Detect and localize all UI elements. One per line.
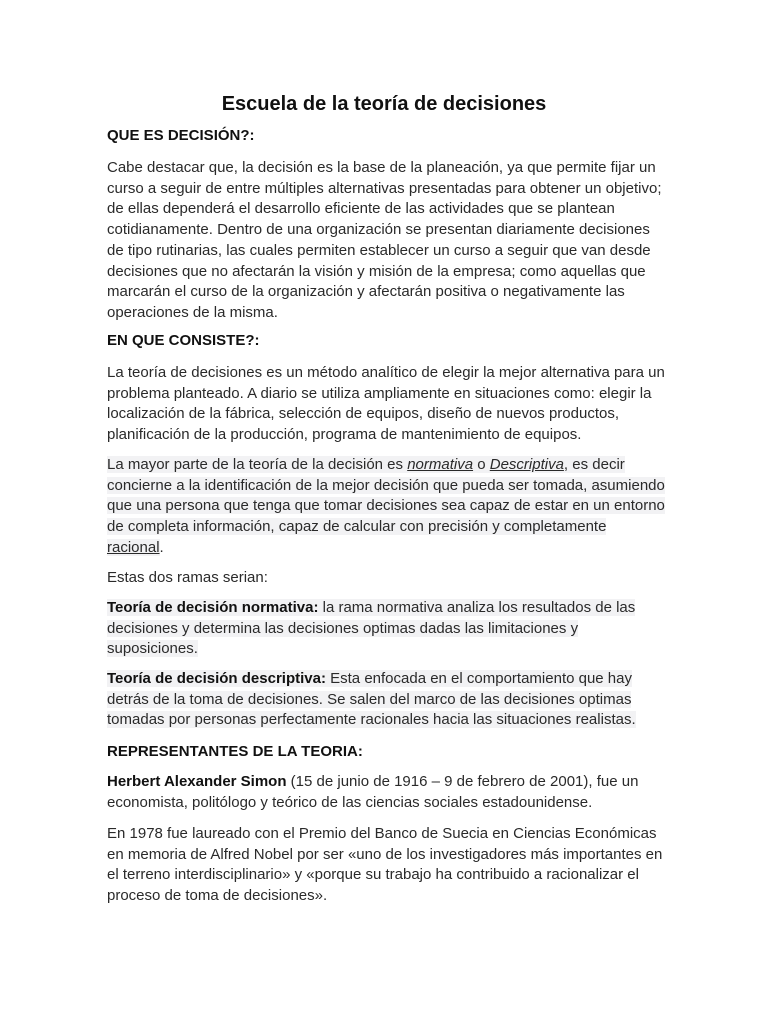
person-name: Herbert Alexander Simon (107, 773, 287, 790)
text-segment: , es decir concierne a la identificación de la mejor decisión que pueda ser tomada, asumiendo que una persona que tenga que tomar decisiones sea capaz de estar en un entorno de completa información, capaz de calcular con precisión y completamente (107, 456, 665, 536)
paragraph-teoria-normativa (107, 598, 667, 660)
text-segment: . (159, 538, 164, 556)
paragraph-teoria-descriptiva (107, 669, 667, 731)
paragraph-teoria-normativa-text (107, 599, 635, 657)
link-descriptiva[interactable]: Descriptiva (489, 456, 564, 473)
paragraph-dos-ramas: Estas dos ramas serian: (107, 569, 268, 586)
paragraph-herbert-simon (107, 772, 667, 813)
heading-que-es-decision: QUE ES DECISIÓN?: (107, 127, 255, 144)
paragraph-premio-nobel: En 1978 fue laureado con el Premio del Banco de Suecia en Ciencias Económicas en memoria de Alfred Nobel por ser «uno de los investigadores más importantes en el terreno interdisciplinario» y «porque su trabajo ha contribuido a racionalizar el proceso de toma de decisiones». (107, 825, 663, 905)
definition-normativa: la rama normativa analiza los resultados de las decisiones y determina las decisiones optimas dadas las limitaciones y suposiciones. (107, 599, 636, 658)
page-title: Escuela de la teoría de decisiones (221, 93, 547, 115)
paragraph-normativa-descriptiva-text (107, 456, 665, 556)
definition-descriptiva: Esta enfocada en el comportamiento que hay detrás de la toma de decisiones. Se salen del marco de las decisiones optimas tomadas por personas perfectamente racionales hacia las situaciones realistas. (107, 670, 636, 729)
person-bio: (15 de junio de 1916 – 9 de febrero de 2001), fue un economista, politólogo y teórico de las ciencias sociales estadounidense. (107, 773, 639, 811)
link-racional[interactable]: racional (107, 538, 160, 556)
paragraph-que-es-decision: Cabe destacar que, la decisión es la base de la planeación, ya que permite fijar un curso a seguir de entre múltiples alternativas presentadas para obtener un objetivo; de ellas dependerá el desarrollo eficiente de las actividades que se plantean cotidianamente. Dentro de una organización se presentan diariamente decisiones de tipo rutinarias, las cuales permiten establecer un curso a seguir que van desde decisiones que no afectarán la visión y misión de la empresa; como aquellas que marcarán el curso de la organización y afectarán positiva o negativamente las operaciones de la misma. (107, 159, 662, 321)
paragraph-en-que-consiste: La teoría de decisiones es un método analítico de elegir la mejor alternativa para un problema planteado. A diario se utiliza ampliamente en situaciones como: elegir la localización de la fábrica, selección de equipos, diseño de nuevos productos, planificación de la producción, programa de mantenimiento de equipos. (107, 364, 665, 444)
heading-en-que-consiste: EN QUE CONSISTE?: (107, 332, 260, 349)
text-segment: La mayor parte de la teoría de la decisión es (107, 456, 408, 473)
paragraph-teoria-descriptiva-text (107, 670, 636, 728)
term-descriptiva: Teoría de decisión descriptiva: (107, 670, 326, 687)
term-normativa: Teoría de decisión normativa: (107, 599, 319, 616)
heading-representantes: REPRESENTANTES DE LA TEORIA: (107, 743, 363, 760)
paragraph-normativa-descriptiva (107, 455, 667, 559)
link-normativa[interactable]: normativa (407, 456, 474, 473)
text-segment: o (473, 456, 490, 473)
